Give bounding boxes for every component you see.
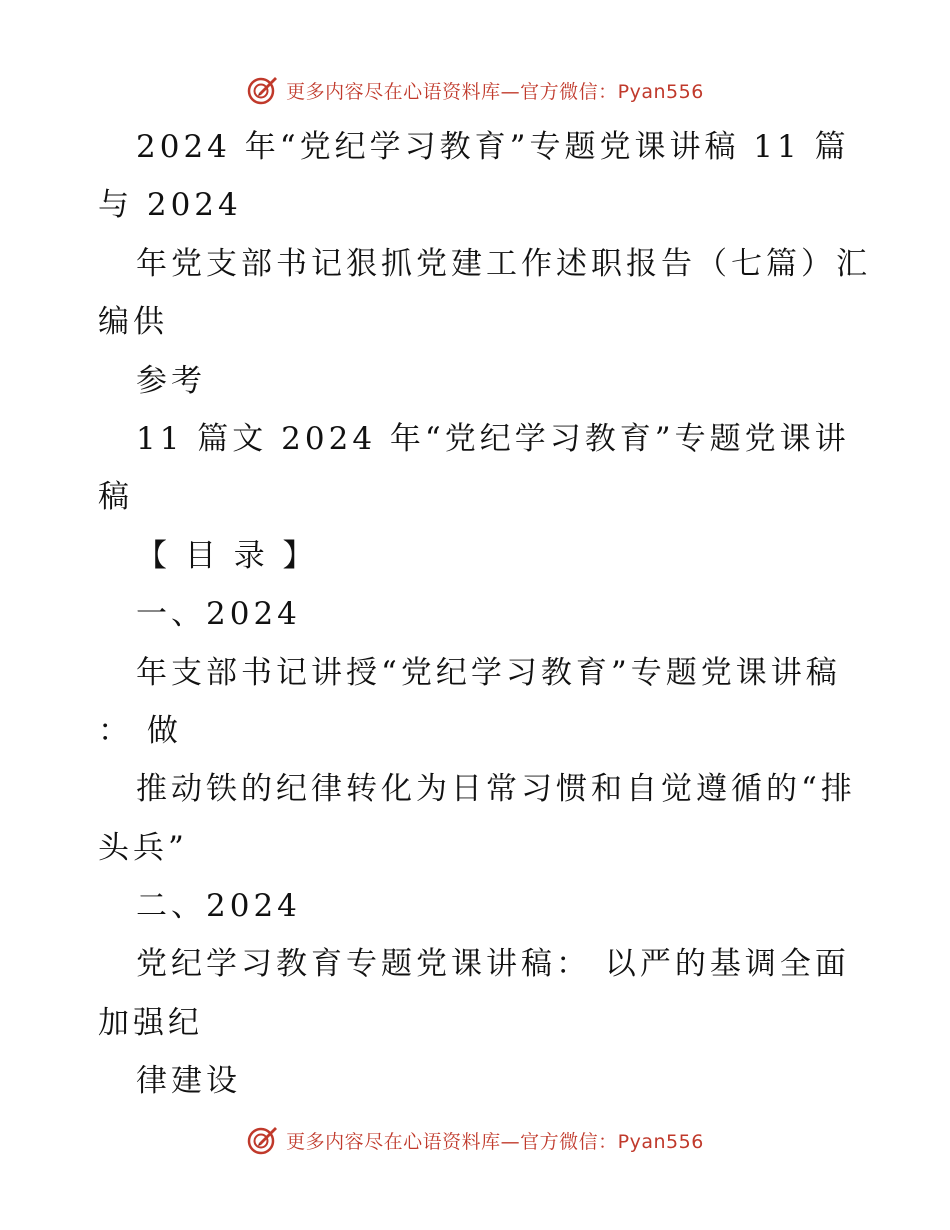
text-line: 参考 — [136, 362, 206, 399]
text-line: ： 做 — [98, 712, 182, 749]
watermark-text: 更多内容尽在心语资料库—官方微信：Pyan556 — [286, 80, 704, 103]
logo-icon — [246, 73, 280, 107]
text-line: 【 目 录 】 — [136, 537, 318, 574]
text-line: 年支部书记讲授“党纪学习教育”专题党课讲稿 — [136, 654, 841, 691]
text-line: 推动铁的纪律转化为日常习惯和自觉遵循的“排 — [136, 771, 856, 808]
text-line: 加强纪 — [98, 1004, 203, 1041]
text-line: 党纪学习教育专题党课讲稿： 以严的基调全面 — [136, 946, 850, 983]
document-body — [98, 118, 871, 1111]
text-line: 二、2024 — [136, 888, 301, 925]
text-line: 稿 — [98, 479, 133, 516]
watermark-header — [0, 70, 950, 110]
text-line: 一、2024 — [136, 596, 301, 633]
logo-icon — [246, 1123, 280, 1157]
text-line: 2024 年“党纪学习教育”专题党课讲稿 11 篇 — [136, 129, 850, 165]
text-line: 头兵” — [98, 829, 188, 866]
watermark-text: 更多内容尽在心语资料库—官方微信：Pyan556 — [286, 1130, 704, 1153]
watermark-group — [246, 1123, 704, 1157]
text-line: 律建设 — [136, 1063, 241, 1100]
text-line: 编供 — [98, 304, 168, 341]
text-line: 11 篇文 2024 年“党纪学习教育”专题党课讲 — [136, 420, 850, 457]
text-line: 与 2024 — [98, 187, 242, 224]
watermark-footer — [0, 1120, 950, 1160]
text-line: 年党支部书记狠抓党建工作述职报告（七篇）汇 — [136, 245, 871, 282]
watermark-group — [246, 73, 704, 107]
